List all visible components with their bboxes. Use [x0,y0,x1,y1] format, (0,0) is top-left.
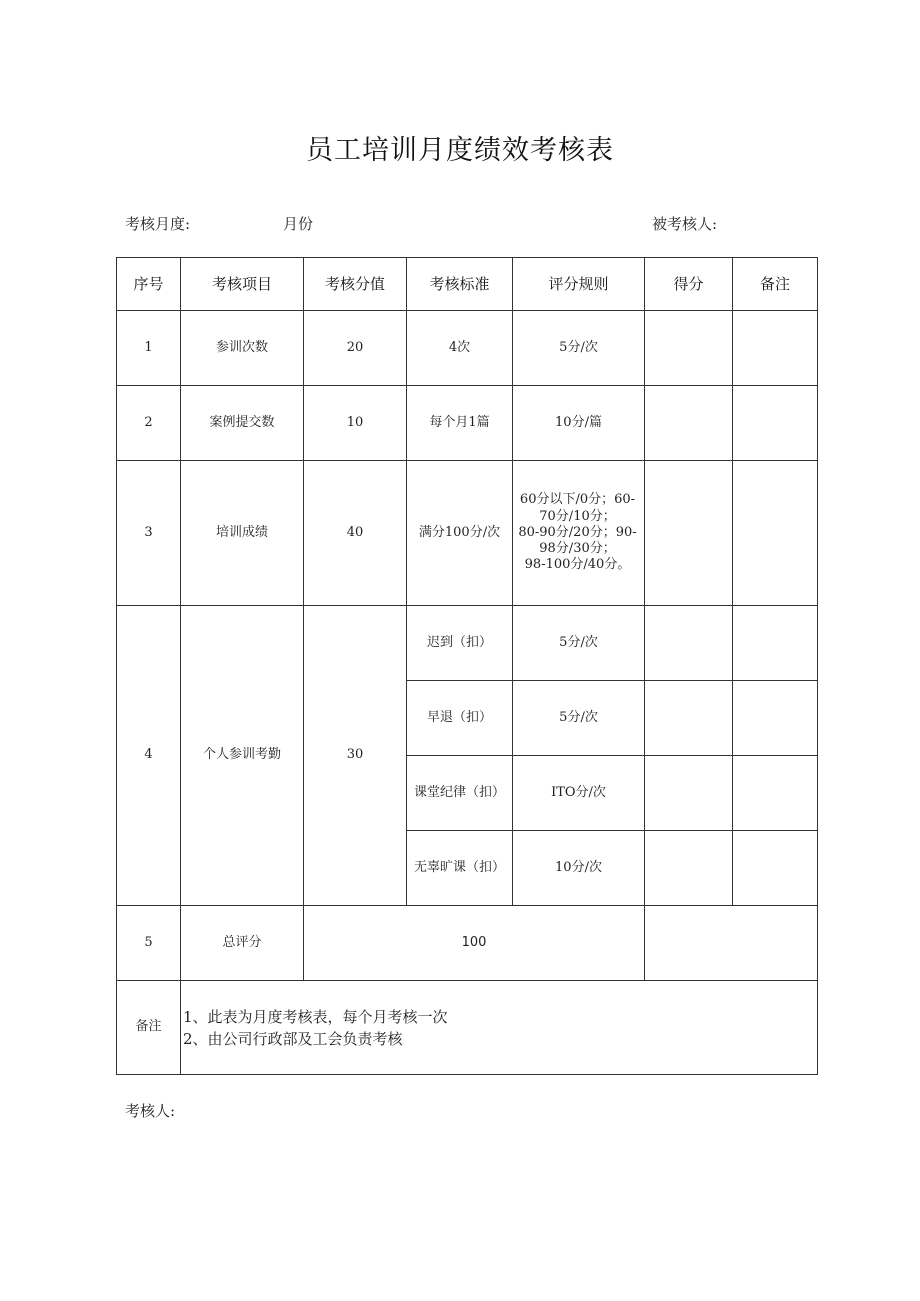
remark-cell[interactable] [733,756,818,831]
month-label: 考核月度: [125,215,191,233]
score-cell[interactable] [645,386,733,461]
assessee-label: 被考核人: [652,215,718,233]
score-cell[interactable] [645,606,733,681]
row-standard: 无辜旷课（扣） [407,831,513,906]
total-score-cell[interactable] [645,906,818,981]
row-value: 10 [304,386,407,461]
rule-line: 80-90分/20分；90- [518,524,637,540]
rule-line: 98-100分/40分。 [524,557,631,573]
col-header-value: 考核分值 [304,258,407,311]
total-value: 100 [304,906,645,981]
remarks-label: 备注 [117,981,181,1075]
total-row [117,906,818,981]
row-standard: 4次 [407,311,513,386]
col-header-no: 序号 [117,258,181,311]
rule-line: 98分/30分； [539,541,616,557]
col-header-item: 考核项目 [181,258,304,311]
row-rule: 10分/篇 [513,386,645,461]
remark-cell[interactable] [733,461,818,606]
row-standard: 每个月1篇 [407,386,513,461]
row-item: 案例提交数 [181,386,304,461]
row-no: 4 [117,606,181,906]
header-row [117,258,818,311]
row-standard: 早退（扣） [407,681,513,756]
row-standard: 满分100分/次 [407,461,513,606]
row-rule: 5分/次 [513,681,645,756]
row-item: 培训成绩 [181,461,304,606]
score-cell[interactable] [645,756,733,831]
remark-cell[interactable] [733,386,818,461]
row-rule: 5分/次 [513,606,645,681]
table-row [117,311,818,386]
remarks-row [117,981,818,1075]
remark-cell[interactable] [733,311,818,386]
remark-line: 2、由公司行政部及工会负责考核 [183,1029,403,1048]
row-no: 3 [117,461,181,606]
row-standard: 迟到（扣） [407,606,513,681]
row-rule: 5分/次 [513,311,645,386]
remark-cell[interactable] [733,681,818,756]
score-cell[interactable] [645,461,733,606]
rule-line: 70分/10分； [539,508,616,524]
row-standard: 课堂纪律（扣） [407,756,513,831]
table-row [117,606,818,681]
row-value: 20 [304,311,407,386]
col-header-rule: 评分规则 [513,258,645,311]
col-header-score: 得分 [645,258,733,311]
row-item: 个人参训考勤 [181,606,304,906]
assessment-table [116,257,818,1075]
total-label: 总评分 [181,906,304,981]
row-value: 40 [304,461,407,606]
table-row [117,461,818,606]
col-header-standard: 考核标准 [407,258,513,311]
month-unit: 月份 [283,215,314,233]
row-no: 2 [117,386,181,461]
page-title: 员工培训月度绩效考核表 [306,135,614,166]
remarks-text [181,981,818,1075]
score-cell[interactable] [645,831,733,906]
row-no: 1 [117,311,181,386]
score-cell[interactable] [645,681,733,756]
total-no: 5 [117,906,181,981]
assessor-label: 考核人: [125,1102,176,1120]
row-value: 30 [304,606,407,906]
remark-cell[interactable] [733,606,818,681]
remark-line: 1、此表为月度考核表，每个月考核一次 [183,1007,448,1026]
row-rule-multiline [513,461,645,606]
score-cell[interactable] [645,311,733,386]
row-item: 参训次数 [181,311,304,386]
remark-cell[interactable] [733,831,818,906]
rule-line: 60分以下/0分；60- [519,492,636,508]
table-row [117,386,818,461]
row-rule: 10分/次 [513,831,645,906]
col-header-remark: 备注 [733,258,818,311]
row-rule: ITO分/次 [513,756,645,831]
